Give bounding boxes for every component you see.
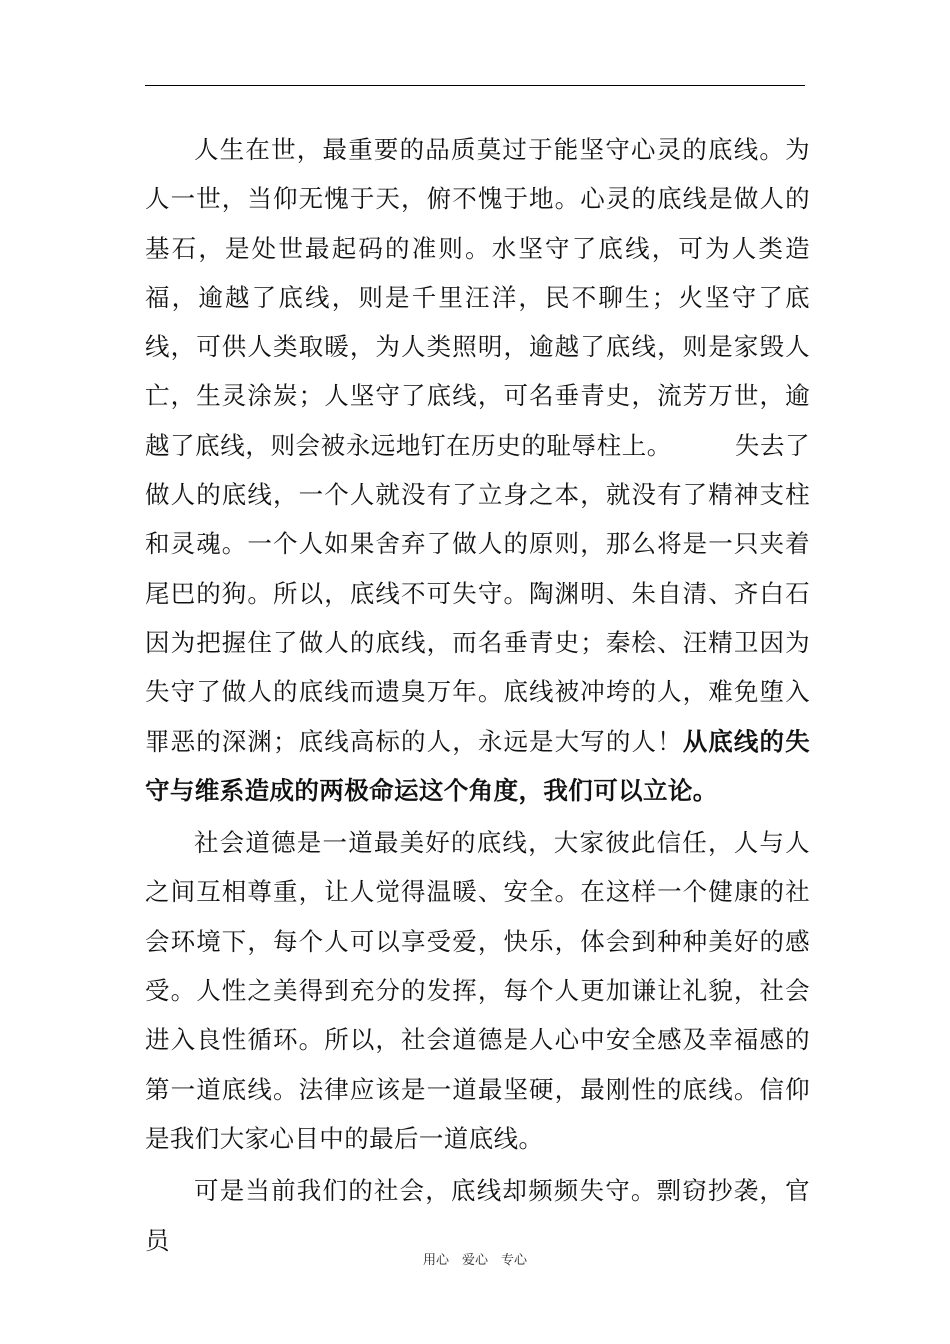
body-text xyxy=(145,125,810,1265)
page-footer: 用心 爱心 专心 xyxy=(422,1253,527,1268)
header-rule xyxy=(145,85,805,86)
paragraph-1-text: 人生在世，最重要的品质莫过于能坚守心灵的底线。为人一世，当仰无愧于天，俯不愧于地。心灵的底线是做人的基石，是处世最起码的准则。水坚守了底线，可为人类造福，逾越了底线，则是千里汪洋，民不聊生；火坚守了底线，可供人类取暖，为人类照明，逾越了底线，则是家毁人亡，生灵涂炭；人坚守了底线，可名垂青史，流芳万世，逾越了底线，则会被永远地钉在历史的耻辱柱上。 失去了做人的底线，一个人就没有了立身之本，就没有了精神支柱和灵魂。一个人如果舍弃了做人的原则，那么将是一只夹着尾巴的狗。所以，底线不可失守。陶渊明、朱自清、齐白石因为把握住了做人的底线，而名垂青史；秦桧、汪精卫因为失守了做人的底线而遗臭万年。底线被冲垮的人，难免堕入罪恶的深渊；底线高标的人，永远是大写的人！ xyxy=(145,135,810,756)
paragraph-1-bold-thesis: 从底线的失守与维系造成的两极命运这个角度，我们可以立论。 xyxy=(145,726,811,805)
paragraph-1 xyxy=(145,125,810,815)
paragraph-2: 社会道德是一道最美好的底线，大家彼此信任，人与人之间互相尊重，让人觉得温暖、安全。在这样一个健康的社会环境下，每个人可以享受爱，快乐，体会到种种美好的感受。人性之美得到充分的发挥，每个人更加谦让礼貌，社会进入良性循环。所以，社会道德是人心中安全感及幸福感的第一道底线。法律应该是一道最坚硬，最刚性的底线。信仰是我们大家心目中的最后一道底线。 xyxy=(145,828,810,1153)
paragraph-3: 可是当前我们的社会，底线却频频失守。剽窃抄袭，官员 xyxy=(145,1176,810,1255)
